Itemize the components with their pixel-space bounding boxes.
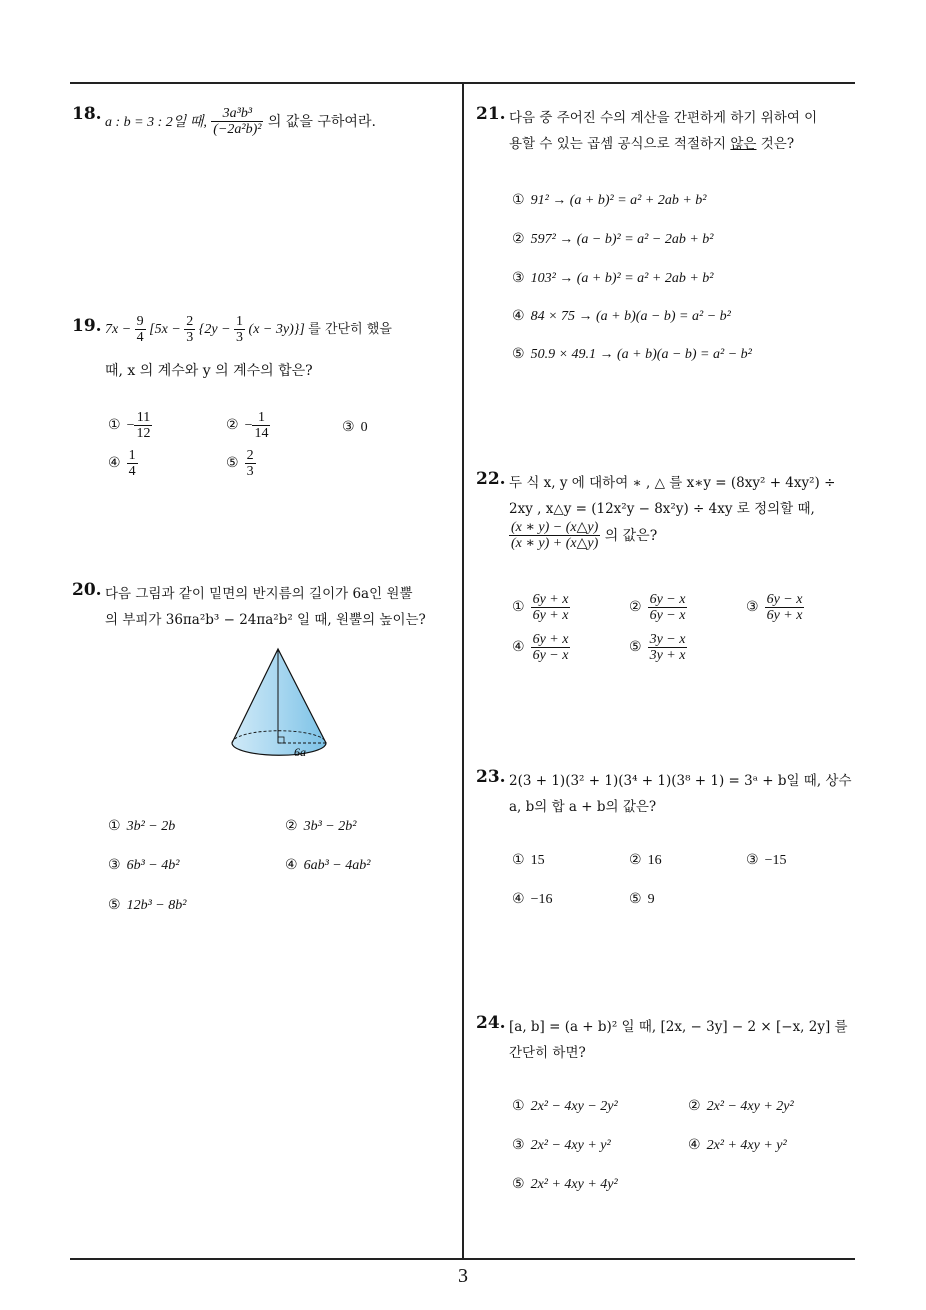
fraction xyxy=(211,106,263,138)
option-mark: ③ xyxy=(512,270,525,286)
expression-line xyxy=(105,314,392,346)
question-tail: 의 값은? xyxy=(604,527,658,544)
option-text: 15 xyxy=(530,853,545,868)
fraction-denominator: 12 xyxy=(136,426,151,442)
option-mark: ⑤ xyxy=(629,891,642,907)
fraction-denominator: 6y + x xyxy=(532,608,569,624)
option-mark: ② xyxy=(226,417,239,434)
option-mark: ③ xyxy=(512,1137,525,1153)
option-text: 16 xyxy=(647,853,662,868)
option-2[interactable] xyxy=(512,231,713,248)
option-mark: ② xyxy=(688,1098,701,1114)
expr-part: (x − 3y)}] xyxy=(248,322,305,338)
option-5[interactable] xyxy=(226,448,256,480)
question-text xyxy=(105,106,376,138)
fraction-denominator: (x ∗ y) + (x△y) xyxy=(511,536,599,552)
option-sign: − xyxy=(244,418,253,434)
question-text-line1: 두 식 x, y 에 대하여 ∗ , △ 를 x∗y = (8xy² + 4xy²) ÷ xyxy=(509,475,836,491)
question-number: 22. xyxy=(476,469,506,489)
text-part: 용할 수 있는 곱셈 공식으로 적절하지 xyxy=(509,136,727,152)
option-5[interactable] xyxy=(629,891,655,908)
option-1[interactable] xyxy=(512,1098,618,1115)
fraction-numerator: 1 xyxy=(128,448,136,463)
cone-figure xyxy=(226,645,336,770)
option-2[interactable] xyxy=(226,410,270,442)
question-number: 24. xyxy=(476,1013,506,1033)
option-3[interactable] xyxy=(746,852,786,869)
fraction-denominator: 6y + x xyxy=(766,608,803,624)
option-mark: ④ xyxy=(285,857,298,873)
expr-part: {2y − xyxy=(198,322,231,338)
question-number: 21. xyxy=(476,104,506,124)
option-1[interactable] xyxy=(512,192,706,209)
option-text: −16 xyxy=(530,892,553,907)
option-mark: ① xyxy=(512,599,525,616)
expr-part: 7x − xyxy=(105,322,132,338)
question-text: 때, x 의 계수와 y 의 계수의 합은? xyxy=(105,363,313,379)
question-number: 18. xyxy=(72,104,102,124)
option-3[interactable] xyxy=(342,419,368,436)
question-number: 23. xyxy=(476,767,506,787)
option-1[interactable] xyxy=(108,818,175,835)
fraction-numerator: 6y + x xyxy=(532,632,569,647)
option-mark: ③ xyxy=(746,852,759,868)
emphasis-not: 않은 xyxy=(730,136,757,152)
option-text: 2x² − 4xy + y² xyxy=(530,1138,611,1153)
question-fraction-line xyxy=(509,520,657,552)
option-mark: ③ xyxy=(342,419,355,435)
fraction-numerator: 1 xyxy=(236,314,244,329)
option-mark: ② xyxy=(629,852,642,868)
option-5[interactable] xyxy=(629,632,687,664)
option-mark: ① xyxy=(108,417,121,434)
option-text: 2x² − 4xy − 2y² xyxy=(530,1099,618,1114)
option-4[interactable] xyxy=(285,857,370,874)
fraction-numerator: 1 xyxy=(252,410,270,426)
fraction-denominator: 3 xyxy=(236,330,244,346)
fraction-denominator: 3 xyxy=(186,330,194,346)
option-4[interactable] xyxy=(512,891,552,908)
expr-part: [5x − xyxy=(149,322,181,338)
option-text: 103² → (a + b)² = a² + 2ab + b² xyxy=(530,271,714,286)
option-2[interactable] xyxy=(629,852,662,869)
question-text-line2: a, b의 합 a + b의 값은? xyxy=(509,799,657,815)
option-text: 50.9 × 49.1 → (a + b)(a − b) = a² − b² xyxy=(530,347,752,362)
expr-part: 를 간단히 했을 xyxy=(308,322,392,338)
option-text: 2x² + 4xy + 4y² xyxy=(530,1177,618,1192)
option-5[interactable] xyxy=(512,346,752,363)
option-3[interactable] xyxy=(108,857,179,874)
option-mark: ④ xyxy=(108,455,121,472)
fraction-denominator: 14 xyxy=(254,426,269,442)
option-5[interactable] xyxy=(512,1176,618,1193)
option-4[interactable] xyxy=(512,308,731,325)
option-mark: ② xyxy=(512,231,525,247)
question-text-line1: 다음 중 주어진 수의 계산을 간편하게 하기 위하여 이 xyxy=(509,110,818,126)
option-mark: ⑤ xyxy=(226,455,239,472)
option-4[interactable] xyxy=(512,632,570,664)
fraction-denominator: 3y + x xyxy=(649,648,686,664)
option-mark: ⑤ xyxy=(512,1176,525,1192)
option-text: 597² → (a − b)² = a² − 2ab + b² xyxy=(530,232,714,247)
question-tail: 의 값을 구하여라. xyxy=(267,113,376,130)
question-text-line2 xyxy=(509,132,794,152)
fraction-numerator: 2 xyxy=(246,448,254,463)
fraction-numerator: 6y + x xyxy=(532,592,569,607)
option-3[interactable] xyxy=(512,1137,611,1154)
question-text-line2: 간단히 하면? xyxy=(509,1045,586,1061)
option-text: 2x² − 4xy + 2y² xyxy=(706,1099,794,1114)
option-text: 2x² + 4xy + y² xyxy=(706,1138,787,1153)
option-text: 3b² − 2b xyxy=(126,819,176,834)
option-text: 91² → (a + b)² = a² + 2ab + b² xyxy=(530,193,707,208)
option-text: 9 xyxy=(647,892,655,907)
condition-text: a : b = 3 : 2일 때, xyxy=(105,114,207,130)
question-text-line1: 다음 그림과 같이 밑면의 반지름의 길이가 6a인 원뿔 xyxy=(105,586,413,602)
fraction-numerator: 11 xyxy=(134,410,152,426)
option-mark: ① xyxy=(512,1098,525,1114)
fraction-denominator: 6y − x xyxy=(532,648,569,664)
option-sign: − xyxy=(126,418,135,434)
option-1[interactable] xyxy=(512,592,570,624)
option-mark: ⑤ xyxy=(629,639,642,656)
option-mark: ② xyxy=(629,599,642,616)
fraction-numerator: (x ∗ y) − (x△y) xyxy=(511,520,599,535)
question-text-line1: [a, b] = (a + b)² 일 때, [2x, − 3y] − 2 × [−x, 2y] 를 xyxy=(509,1019,848,1035)
option-mark: ⑤ xyxy=(108,897,121,913)
radius-label: 6a xyxy=(294,745,306,759)
option-3[interactable] xyxy=(746,592,804,624)
option-text: 6ab³ − 4ab² xyxy=(303,858,371,873)
fraction-numerator: 9 xyxy=(136,314,144,329)
option-5[interactable] xyxy=(108,897,186,914)
fraction-denominator: 6y − x xyxy=(649,608,686,624)
option-mark: ④ xyxy=(688,1137,701,1153)
option-mark: ③ xyxy=(108,857,121,873)
fraction-denominator: (−2a²b)² xyxy=(213,122,262,138)
question-text-line1: 2(3 + 1)(3² + 1)(3⁴ + 1)(3⁸ + 1) = 3ᵃ + b일 때, 상수 xyxy=(509,773,852,789)
option-text: 84 × 75 → (a + b)(a − b) = a² − b² xyxy=(530,309,731,324)
fraction-denominator: 3 xyxy=(246,464,254,480)
option-3[interactable] xyxy=(512,270,713,287)
option-mark: ① xyxy=(512,192,525,208)
question-number: 20. xyxy=(72,580,102,600)
question-text-line2: 2xy , x△y = (12x²y − 8x²y) ÷ 4xy 로 정의할 때, xyxy=(509,501,815,517)
option-mark: ① xyxy=(512,852,525,868)
column-divider xyxy=(462,82,464,1260)
option-2[interactable] xyxy=(285,818,356,835)
question-text-line2: 의 부피가 36πa²b³ − 24πa²b² 일 때, 원뿔의 높이는? xyxy=(105,612,426,628)
option-text: 12b³ − 8b² xyxy=(126,898,187,913)
option-text: 6b³ − 4b² xyxy=(126,858,180,873)
option-2[interactable] xyxy=(629,592,687,624)
option-mark: ② xyxy=(285,818,298,834)
question-number: 19. xyxy=(72,316,102,336)
option-4[interactable] xyxy=(688,1137,787,1154)
fraction-denominator: 4 xyxy=(136,330,144,346)
option-mark: ④ xyxy=(512,891,525,907)
option-text: 3b³ − 2b² xyxy=(303,819,357,834)
fraction-numerator: 3a³b³ xyxy=(211,106,263,122)
option-mark: ④ xyxy=(512,639,525,656)
option-text: 0 xyxy=(360,420,368,435)
option-4[interactable] xyxy=(108,448,138,480)
option-2[interactable] xyxy=(688,1098,794,1115)
option-text: −15 xyxy=(764,853,787,868)
bottom-rule xyxy=(70,1258,855,1260)
option-1[interactable] xyxy=(108,410,152,442)
option-mark: ④ xyxy=(512,308,525,324)
fraction-numerator: 2 xyxy=(186,314,194,329)
fraction-numerator: 6y − x xyxy=(766,592,803,607)
page-number: 3 xyxy=(458,1265,468,1287)
option-1[interactable] xyxy=(512,852,545,869)
fraction-denominator: 4 xyxy=(128,464,136,480)
option-mark: ③ xyxy=(746,599,759,616)
option-mark: ① xyxy=(108,818,121,834)
fraction-numerator: 6y − x xyxy=(649,592,686,607)
text-part: 것은? xyxy=(760,136,795,152)
fraction-numerator: 3y − x xyxy=(649,632,686,647)
option-mark: ⑤ xyxy=(512,346,525,362)
